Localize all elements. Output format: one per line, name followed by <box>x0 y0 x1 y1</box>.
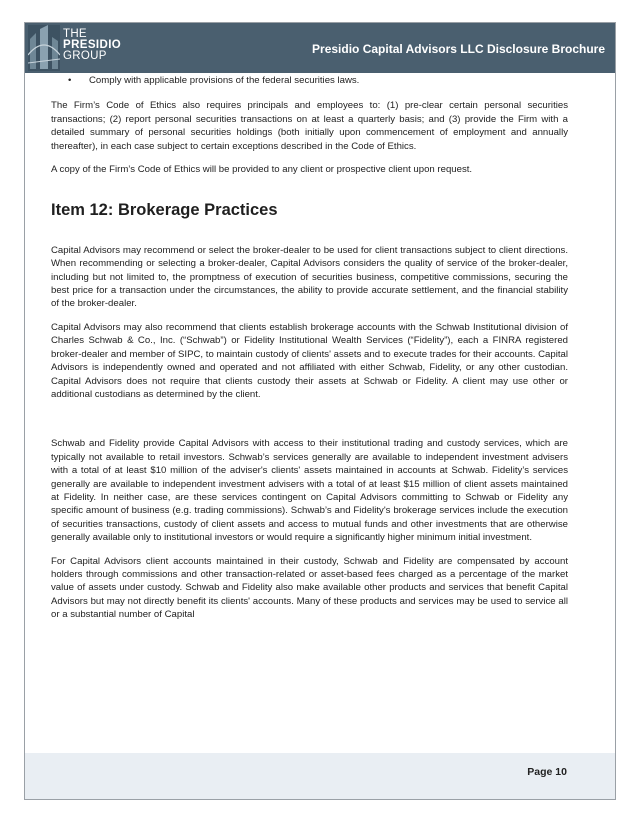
presidio-logo <box>25 23 129 73</box>
logo-line-3: GROUP <box>63 50 107 62</box>
logo-line-2: PRESIDIO <box>63 39 122 51</box>
paragraph-compensation: For Capital Advisors client accounts maintained in their custody, Schwab and Fidelity are compensated by account holders through commissions and other transaction-related or asset-based fees charged as a percentage of the market value of assets under custody. Schwab and Fidelity also make available other products and services that benefit Capital Advisors but may not directly benefit its clients' accounts. Many of these products and services may be used to service all or a substantial number of Capital <box>51 555 568 621</box>
page-footer <box>25 753 615 799</box>
bridge-logo-icon <box>28 25 60 71</box>
bullet-text: Comply with applicable provisions of the federal securities laws. <box>89 75 360 86</box>
page-header <box>25 23 615 73</box>
paragraph-code-of-ethics: The Firm’s Code of Ethics also requires principals and employees to: (1) pre-clear certain personal securities transactions; (2) report personal securities transactions on at least a quarterly basis; and (3) provide the Firm with a detailed summary of personal securities holdings (both initially upon commencement of employment and annually thereafter), in each case subject to certain exceptions described in the Code of Ethics. <box>51 100 568 152</box>
paragraph-broker-selection: Capital Advisors may recommend or select the broker-dealer to be used for client transactions subject to client directions. When recommending or selecting a broker-dealer, Capital Advisors considers the quality of service of the broker-dealer, including but not limited to, the promptness of execution of securities business, competitive commissions, securing the best price for a transaction under the circumstances, the ability to provide accurate settlement, and the financial stability of the broker-dealer. <box>51 244 568 310</box>
logo-wordmark <box>63 29 121 62</box>
paragraph-copy-request: A copy of the Firm’s Code of Ethics will be provided to any client or prospective client upon request. <box>51 164 473 176</box>
list-item <box>51 74 568 87</box>
brochure-title: Presidio Capital Advisors LLC Disclosure Brochure <box>312 42 605 56</box>
paragraph-institutional-services: Schwab and Fidelity provide Capital Advisors with access to their institutional trading and custody services, which are typically not available to retail investors. Schwab’s services generally are available to independent investment advisers with a total of at least $10 million of the adviser's clients' assets maintained in accounts at Schwab. Fidelity’s services generally are available to independent investment advisers with a total of at least $15 million of client assets maintained at Fidelity. In neither case, are these services contingent on Capital Advisors committing to Schwab or Fidelity any specific amount of business (e.g. trading commissions). Schwab’s and Fidelity's brokerage services include the execution of securities transactions, custody of client assets and access to mutual funds and other investments that are otherwise generally available only to institutional investors or would require a significantly higher minimum initial investment. <box>51 438 568 544</box>
document-body <box>51 74 568 632</box>
page-number: Page 10 <box>527 766 567 778</box>
logo-line-1: THE <box>63 28 87 40</box>
bullet-icon: • <box>68 75 72 86</box>
paragraph-custodians: Capital Advisors may also recommend that clients establish brokerage accounts with the Schwab Institutional division of Charles Schwab & Co., Inc. (“Schwab”) or Fidelity Institutional Wealth Services (“Fidelity”), each a FINRA registered broker-dealer and member of SIPC, to maintain custody of clients' assets and to execute trades for their accounts. Capital Advisors is independently owned and operated and not affiliated with either Schwab, Fidelity, or any other custodian. Capital Advisors does not require that clients custody their assets at Schwab or Fidelity. A client may use other or additional custodians as determined by the client. <box>51 321 568 400</box>
section-heading: Item 12: Brokerage Practices <box>51 201 278 220</box>
section-spacer <box>51 411 568 437</box>
